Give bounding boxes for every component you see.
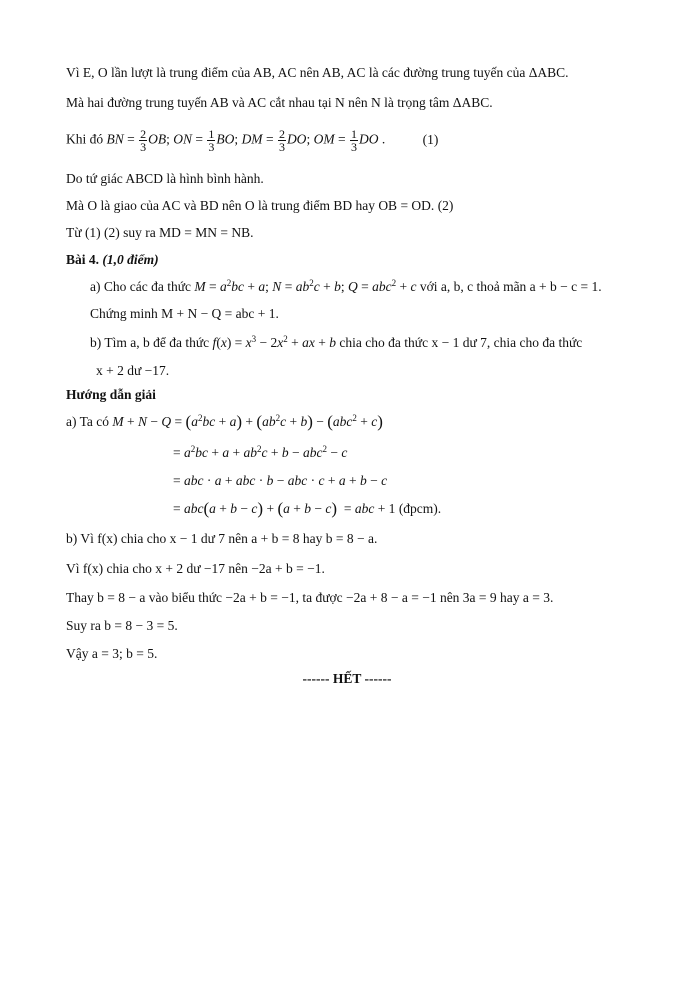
exercise-4a: a) Cho các đa thức $M = a^2bc + a$; $N = ab^2c + b$; Q = abc$^2$ + c với a, b, c thoả mãn a + b − c = 1. bbox=[90, 278, 602, 294]
line-centroid: Mà hai đường trung tuyến AB và AC cắt nhau tại N nên N là trọng tâm ΔABC. bbox=[66, 95, 493, 110]
exercise-4-heading bbox=[66, 251, 159, 269]
end-marker: ------ HẾT ------ bbox=[302, 671, 392, 686]
exercise-4-title: Bài 4. bbox=[66, 252, 100, 267]
solution-b-line4: Suy ra b = 8 − 3 = 5. bbox=[66, 618, 178, 633]
exercise-4a-prove: Chứng minh M + N − Q = abc + 1. bbox=[90, 306, 279, 321]
equation-tag-1: (1) bbox=[422, 131, 439, 147]
exercise-4-points: (1,0 điểm) bbox=[102, 252, 159, 267]
equation-tag-2: (2) bbox=[437, 198, 454, 213]
line-parallelogram: Do tứ giác ABCD là hình bình hành. bbox=[66, 171, 264, 186]
solution-heading: Hướng dẫn giải bbox=[66, 387, 156, 402]
line-conclusion: Từ (1) (2) suy ra MD = MN = NB. bbox=[66, 225, 254, 240]
solution-a-line2: = $a^2bc + a + ab^2c + b - abc^2 - c$ bbox=[173, 444, 348, 460]
line-midpoint-bd: Mà O là giao của AC và BD nên O là trung điểm BD hay OB = OD. (2) bbox=[66, 198, 454, 213]
exercise-4b: b) Tìm a, b để đa thức $f(x) = x^3 - 2x^2$ + ax + b chia cho đa thức x − 1 dư 7, chia cho đa thức bbox=[90, 334, 583, 350]
line-midpoints: Vì E, O lần lượt là trung điểm của AB, AC nên AB, AC là các đường trung tuyến của ΔABC. bbox=[66, 65, 569, 80]
ratios-prefix: Khi đó bbox=[66, 131, 104, 147]
solution-a-line4: = abc(a + b − c) + (a + b − c) = abc + 1 (đpcm). bbox=[173, 499, 442, 518]
exercise-4b-cont: x + 2 dư −17. bbox=[96, 363, 170, 378]
solution-b-line1: b) Vì f(x) chia cho x − 1 dư 7 nên a + b = 8 hay b = 8 − a. bbox=[66, 531, 378, 546]
line-ratios: Khi đó BN = $\frac{2}{3}$ OB; ON = $\frac{1}{3}$ BO; DM = $\frac{2}{3}$ DO; OM = $\frac{1}{3}$ DO . (1) bbox=[66, 127, 439, 154]
solution-b-line2: Vì f(x) chia cho x + 2 dư −17 nên −2a + b = −1. bbox=[66, 561, 325, 576]
solution-a-line3: = abc · a + abc · b − abc · c + a + b − c bbox=[173, 473, 388, 488]
solution-b-line3: Thay b = 8 − a vào biểu thức −2a + b = −1, ta được −2a + 8 − a = −1 nên 3a = 9 hay a = 3. bbox=[66, 590, 554, 605]
solution-b-line5: Vậy a = 3; b = 5. bbox=[66, 646, 158, 661]
solution-a-line1: a) Ta có $M + N - Q = (a^2bc + a) + (ab^2c + b) - (abc^2 + c)$ bbox=[66, 412, 383, 431]
